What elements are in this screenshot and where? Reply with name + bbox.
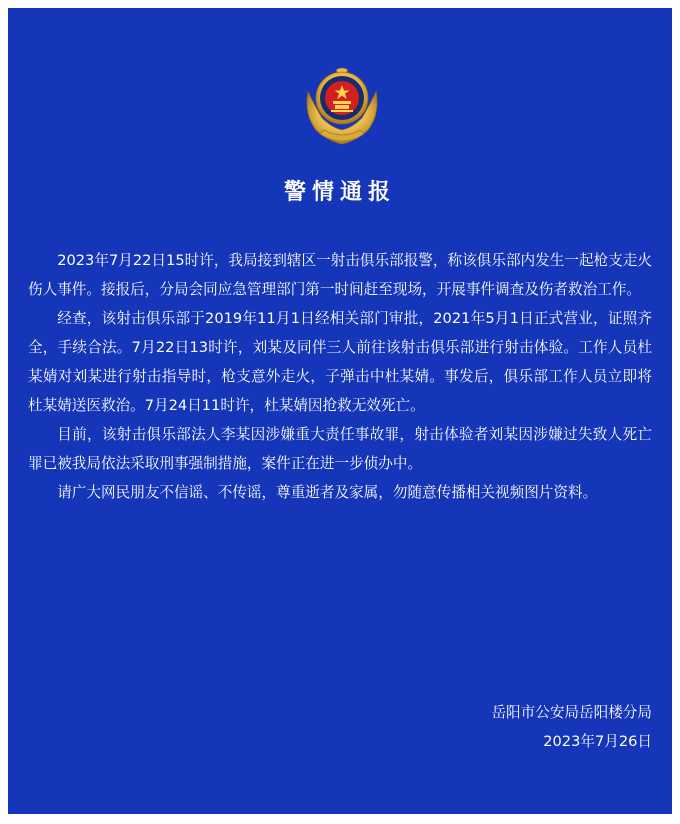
signature-organization: 岳阳市公安局岳阳楼分局	[491, 704, 652, 721]
police-emblem-icon	[302, 64, 382, 148]
notice-body	[28, 246, 652, 507]
paragraph-1: 2023年7月22日15时许，我局接到辖区一射击俱乐部报警，称该俱乐部内发生一起枪支走火伤人事件。接报后，分局会同应急管理部门第一时间赶至现场，开展事件调查及伤者救治工作。	[28, 252, 652, 298]
paragraph-3: 目前，该射击俱乐部法人李某因涉嫌重大责任事故罪，射击体验者刘某因涉嫌过失致人死亡罪已被我局依法采取刑事强制措施，案件正在进一步侦办中。	[28, 426, 652, 472]
signature-date: 2023年7月26日	[543, 733, 652, 750]
signature-block	[491, 698, 652, 756]
paragraph-4: 请广大网民朋友不信谣、不传谣，尊重逝者及家属，勿随意传播相关视频图片资料。	[57, 484, 598, 501]
notice-panel	[8, 8, 672, 814]
paragraph-2: 经查，该射击俱乐部于2019年11月1日经相关部门审批，2021年5月1日正式营业，证照齐全，手续合法。7月22日13时许，刘某及同伴三人前往该射击俱乐部进行射击体验。工作人员杜某婧对刘某进行射击指导时，枪支意外走火，子弹击中杜某婧。事发后，俱乐部工作人员立即将杜某婧送医救治。7月24日11时许，杜某婧因抢救无效死亡。	[28, 310, 652, 414]
notice-title: 警情通报	[283, 180, 396, 205]
